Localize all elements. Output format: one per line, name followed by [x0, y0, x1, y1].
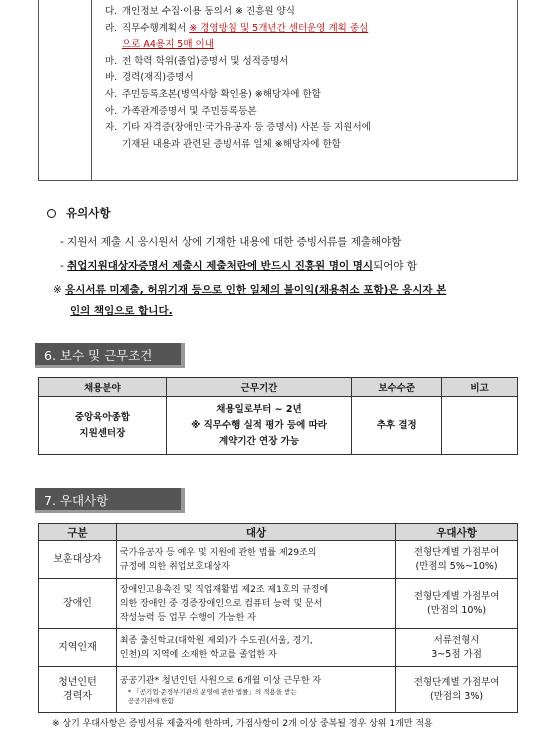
benefit-cell: 전형단계별 가점부여 (만점의 5%~10%) — [396, 541, 518, 579]
notice-line: - 취업지원대상자증명서 제출시 제출처란에 반드시 진흥원 명이 명시되어야 함 — [60, 260, 417, 272]
target-cell: 장애인고용촉진 및 직업재활법 제2조 제1호의 규정에 의한 장애인 중 경증장애인으로 컴퓨터 능력 및 문서 작성능력 등 업무 수행이 가능한 자 — [116, 579, 395, 629]
list-item: 자. 기타 자격증(장애인·국가유공자 등 증명서) 사본 등 지원서에 — [105, 122, 371, 134]
category-cell: 보훈대상자 — [39, 541, 117, 579]
circle-bullet-icon — [47, 209, 56, 218]
column-header: 구분 — [39, 524, 117, 541]
benefit-cell: 전형단계별 가점부여 (만점의 10%) — [396, 579, 518, 629]
list-item: 마. 전 학력 학위(졸업)증명서 및 성적증명서 — [105, 55, 289, 67]
section-title-pay: 6. 보수 및 근무조건 — [35, 343, 185, 368]
list-item: 바. 경력(재직)증명서 — [105, 72, 194, 84]
notice-heading: 유의사항 — [47, 205, 110, 221]
column-header: 채용분야 — [39, 378, 167, 397]
column-header: 비고 — [442, 378, 518, 397]
notice-line: ※ 응시서류 미제출, 허위기재 등으로 인한 일체의 불이익(채용취소 포함)은 응시자 본 — [53, 284, 447, 296]
column-header: 우대사항 — [396, 524, 518, 541]
pay-cell: 추후 결정 — [352, 397, 442, 455]
table-row — [39, 579, 518, 629]
list-item: 기재된 내용과 관련된 증빙서류 일체 ※해당자에 한함 — [122, 138, 341, 150]
table-row — [39, 397, 518, 455]
field-cell: 중앙육아종합 지원센터장 — [39, 397, 167, 455]
emphasis-text: 인의 책임으로 합니다. — [70, 305, 173, 317]
notice-line: - 지원서 제출 시 응시원서 상에 기재한 내용에 대한 증빙서류를 제출해야함 — [60, 236, 402, 248]
notice-line — [70, 303, 173, 318]
column-header: 근무기간 — [166, 378, 352, 397]
table-row — [39, 667, 518, 713]
table-row — [39, 541, 518, 579]
category-cell: 장애인 — [39, 579, 117, 629]
list-item: 사. 주민등록초본(병역사항 확인용) ※해당자에 한함 — [105, 88, 321, 100]
highlight-text: ※ 경영방침 및 5개년간 센터운영 계획 중심 — [189, 22, 369, 34]
list-item: 다. 개인정보 수집·이용 동의서 ※ 진흥원 양식 — [105, 6, 295, 17]
list-item: 라. 직무수행계획서 ※ 경영방침 및 5개년간 센터운영 계획 중심 — [105, 22, 369, 34]
list-item — [105, 37, 515, 54]
preference-footnote: ※ 상기 우대사항은 증빙서류 제출자에 한하며, 가점사항이 2개 이상 중복될 경우 상위 1개만 적용 — [52, 719, 433, 729]
target-cell: 국가유공자 등 예우 및 지원에 관한 법률 제29조의 규정에 의한 취업보호대상자 — [116, 541, 395, 579]
table-row — [39, 629, 518, 667]
period-cell: 채용일로부터 ~ 2년 ※ 직무수행 실적 평가 등에 따라 계약기간 연장 가능 — [166, 397, 352, 455]
section-title-preference: 7. 우대사항 — [35, 488, 185, 513]
category-cell: 청년인턴 경력자 — [39, 667, 117, 713]
column-header: 보수수준 — [352, 378, 442, 397]
pay-conditions-table — [38, 377, 518, 455]
benefit-cell: 전형단계별 가점부여 (만점의 3%) — [396, 667, 518, 713]
highlight-text: 으로 A4용지 5매 이내 — [122, 39, 214, 51]
indent-divider — [91, 0, 92, 180]
note-cell — [442, 397, 518, 455]
list-item: 아. 가족관계증명서 및 주민등록등본 — [105, 105, 257, 117]
required-documents-list — [105, 4, 515, 153]
benefit-cell: 서류전형시 3~5점 가점 — [396, 629, 518, 667]
column-header: 대상 — [116, 524, 395, 541]
target-cell: 최종 출신학교(대학원 제외)가 수도권(서울, 경기, 인천)의 지역에 소재한 학교를 졸업한 자 — [116, 629, 395, 667]
required-documents-box — [38, 0, 518, 181]
preference-table — [38, 523, 518, 713]
category-cell: 지역인재 — [39, 629, 117, 667]
emphasis-text: 취업지원대상자증명서 제출시 제출처란에 반드시 진흥원 명이 명시 — [67, 260, 374, 272]
emphasis-text: 응시서류 미제출, 허위기재 등으로 인한 일체의 불이익(채용취소 포함)은 응시자 본 — [65, 284, 447, 296]
target-cell: 공공기관* 청년인턴 사원으로 6개월 이상 근무한 자 * 「공기업·준정부기관의 운영에 관한 법률」의 적용을 받는 공공기관에 한함 — [116, 667, 395, 713]
